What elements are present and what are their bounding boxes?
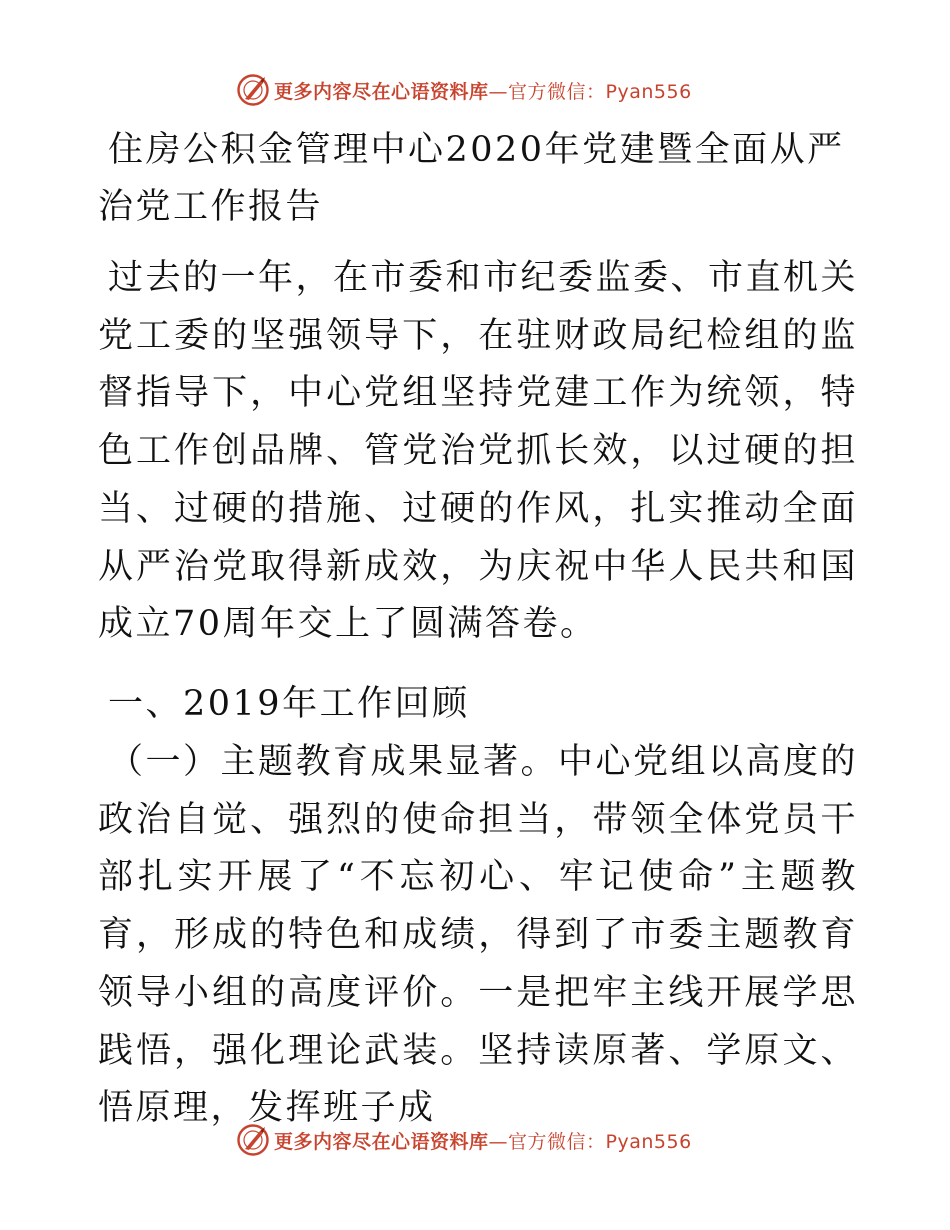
watermark-dash: —: [488, 1130, 509, 1153]
red-quill-logo-icon: [236, 73, 270, 107]
watermark-text: [274, 1127, 692, 1154]
document-title: 住房公积金管理中心2020年党建暨全面从严治党工作报告: [98, 130, 845, 227]
section-heading: 一、2019年工作回顾: [108, 684, 470, 724]
watermark-text: [274, 77, 692, 104]
watermark-library: 更多内容尽在心语资料库: [274, 80, 489, 103]
watermark-wechat: 官方微信：Pyan556: [508, 80, 692, 103]
watermark-library: 更多内容尽在心语资料库: [274, 1130, 489, 1153]
watermark-wechat: 官方微信：Pyan556: [508, 1130, 692, 1153]
watermark-dash: —: [488, 80, 509, 103]
section-paragraph: （一）主题教育成果显著。中心党组以高度的政治自觉、强烈的使命担当，带领全体党员干部扎实开展了“不忘初心、牢记使命”主题教育，形成的特色和成绩，得到了市委主题教育领导小组的高度评价。一是把牢主线开展学思践悟，强化理论武装。坚持读原著、学原文、悟原理，发挥班子成: [98, 742, 859, 1129]
red-quill-logo-icon: [236, 1123, 270, 1157]
watermark-banner-bottom: [236, 1122, 692, 1158]
watermark-banner-top: [236, 72, 692, 108]
intro-paragraph: 过去的一年，在市委和市纪委监委、市直机关党工委的坚强领导下，在驻财政局纪检组的监督指导下，中心党组坚持党建工作为统领，特色工作创品牌、管党治党抓长效，以过硬的担当、过硬的措施、过硬的作风，扎实推动全面从严治党取得新成效，为庆祝中华人民共和国成立70周年交上了圆满答卷。: [98, 258, 859, 645]
